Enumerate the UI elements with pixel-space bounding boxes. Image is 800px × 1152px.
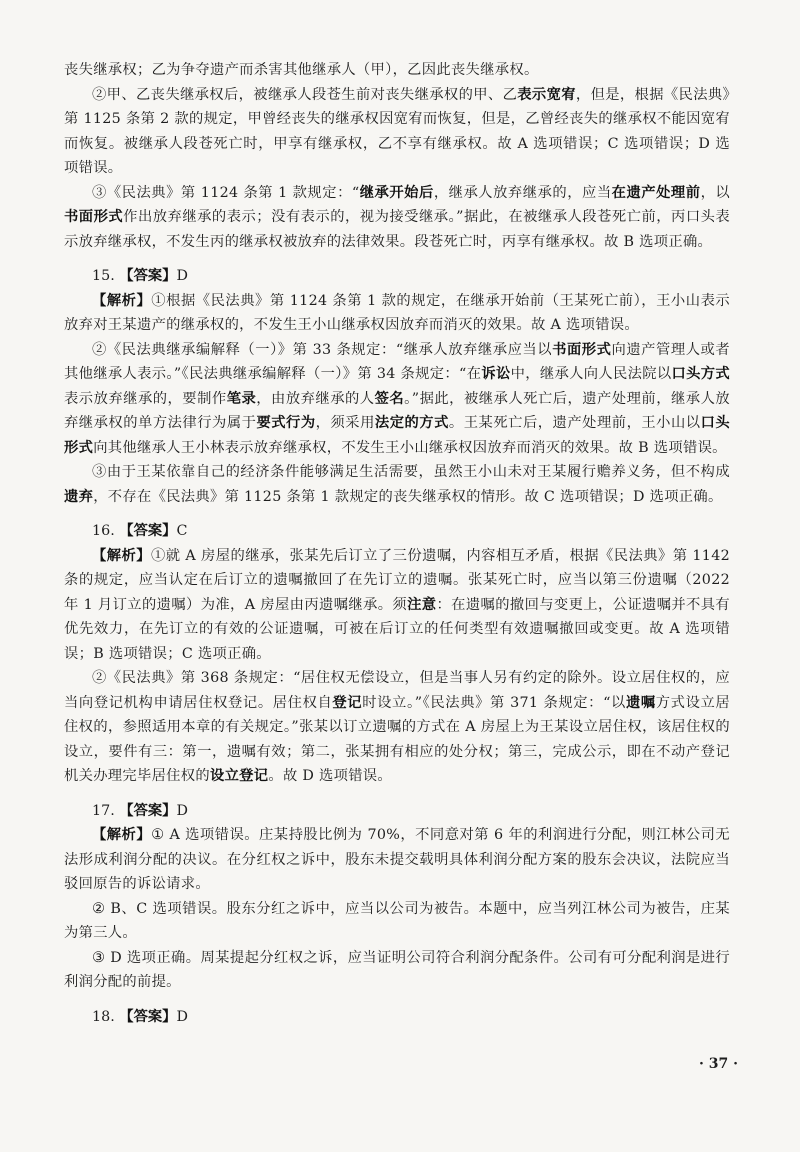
paragraph (64, 823, 730, 897)
text-run: 时设立。”《民法典》第 371 条规定：“以 (362, 694, 626, 711)
bold-text: 【答案】 (119, 523, 177, 539)
paragraph (64, 666, 730, 789)
answer-heading (64, 519, 730, 544)
text-run: 方式设立居住权的，参照适用本章的有关规定。”张某以订立遗嘱的方式在 A 房屋上为王某设立居住权，该居住权的设立，要件有三：第一，遗嘱有效；第二，张某拥有相应的处分权；第三，完成公示，即在不动产登记机关办理完毕居住权的 (64, 694, 731, 784)
bold-text: 要式行为 (256, 415, 316, 431)
text-run: ，以 (700, 184, 730, 201)
text-run: 丧失继承权；乙为争夺遗产而杀害其他继承人（甲），乙因此丧失继承权。 (64, 62, 539, 78)
bold-text: 在遗产处理前 (611, 184, 701, 201)
text-run: ②甲、乙丧失继承权后，被继承人段苍生前对丧失继承权的甲、乙 (92, 86, 518, 103)
answer-heading (64, 1005, 730, 1030)
text-run: ③由于王某依靠自己的经济条件能够满足生活需要，虽然王小山未对王某履行赡养义务，但不构成 (92, 464, 730, 480)
text-run: ，继承人放弃继承的，应当 (433, 184, 612, 201)
bold-text: 遗嘱 (625, 694, 656, 711)
text-run: 向其他继承人王小林表示放弃继承权，不发生王小山继承权因放弃而消灭的效果。故 B 选项错误。 (93, 439, 727, 456)
text-run: C (176, 523, 188, 539)
text-run: D (176, 802, 188, 819)
paragraph (64, 181, 730, 255)
paragraph (64, 338, 730, 461)
bold-text: 【解析】 (92, 547, 151, 564)
text-run: ：在遗嘱的撤回与变更上，公证遗嘱并不具有优先效力，在先订立的有效的公证遗嘱，可被在后订立的任何类型有效遗嘱撤回或变更。故 A 选项错误；B 选项错误；C 选项正确。 (64, 596, 731, 662)
text-run: 18. (92, 1008, 120, 1025)
text-run: ③ D 选项正确。周某提起分红权之诉，应当证明公司符合利润分配条件。公司有可分配利润是进行利润分配的前提。 (64, 949, 730, 990)
bold-text: 表示宽宥 (517, 86, 576, 103)
text-run: 。”据此，被继承人死亡后，遗产处理前，继承人放弃继承权的单方法律行为属于 (64, 390, 730, 431)
text-run: ，不存在《民法典》第 1125 条第 1 款规定的丧失继承权的情形。故 C 选项错误；D 选项正确。 (93, 488, 723, 505)
text-run: D (176, 268, 188, 284)
bold-text: 登记 (332, 694, 363, 711)
bold-text: 口头方式 (671, 366, 730, 382)
bold-text: 口头形式 (64, 415, 730, 456)
bold-text: 【答案】 (119, 802, 177, 819)
bold-text: 【答案】 (119, 268, 177, 284)
paragraph (64, 897, 730, 946)
bold-text: 【解析】 (92, 292, 152, 309)
bold-text: 设立登记 (209, 768, 269, 784)
text-run: ②《民法典》第 368 条规定：“居住权无偿设立，但是当事人另有约定的除外。设立居住权的，应当向登记机构申请居住权登记。居住权自 (64, 670, 730, 711)
text-run: 作出放弃继承的表示；没有表示的，视为接受继承。”据此，在被继承人段苍死亡前，丙口头表示放弃继承权，不发生丙的继承权被放弃的法律效果。段苍死亡时，丙享有继承权。故 B 选项正确。 (64, 209, 730, 250)
paragraph (64, 460, 730, 509)
page-number: · 37 · (699, 1056, 738, 1072)
bold-text: 诉讼 (481, 366, 511, 382)
bold-text: 【解析】 (92, 827, 152, 843)
paragraph (64, 544, 730, 667)
paragraph (64, 83, 730, 181)
answer-heading (64, 264, 730, 289)
text-run: 15. (92, 268, 120, 284)
paragraph (64, 289, 730, 338)
text-run: 17. (92, 802, 120, 819)
text-run: ①根据《民法典》第 1124 条第 1 款的规定，在继承开始前（王某死亡前），王小山表示放弃对王某遗产的继承权的，不发生王小山继承权因放弃而消灭的效果。故 A 选项错误。 (64, 292, 730, 333)
paragraph (64, 58, 730, 83)
bold-text: 遗弃 (64, 488, 94, 505)
bold-text: 书面形式 (64, 209, 124, 225)
text-run: ，须采用 (315, 415, 375, 431)
bold-text: 法定的方式 (374, 415, 449, 431)
text-run: 16. (92, 523, 120, 539)
text-run: ①就 A 房屋的继承，张某先后订立了三份遗嘱，内容相互矛盾，根据《民法典》第 1142 条的规定，应当认定在后订立的遗嘱撤回了在先订立的遗嘱。张某死亡时，应当以第三份遗嘱（2022 年 1 月订立的遗嘱）为准，A 房屋由丙遗嘱继承。须 (64, 547, 730, 613)
text-run: D (176, 1008, 188, 1025)
paragraph (64, 946, 730, 995)
text-run: 。故 D 选项错误。 (268, 768, 392, 784)
text-run: ，但是，根据《民法典》第 1125 条第 2 款的规定，甲曾经丧失的继承权因宽宥而恢复，但是，乙曾经丧失的继承权不能因宽宥而恢复。被继承人段苍死亡时，甲享有继承权，乙不享有继承权。故 A 选项错误；C 选项错误；D 选项错误。 (64, 86, 730, 176)
answer-heading (64, 799, 730, 824)
text-run: 中，继承人向人民法院以 (510, 366, 672, 382)
text-run: ① A 选项错误。庄某持股比例为 70%，不同意对第 6 年的利润进行分配，则江林公司无法形成利润分配的决议。在分红权之诉中，股东未提交载明具体利润分配方案的股东会决议，法院应当驳回原告的诉讼请求。 (64, 827, 730, 892)
text-run: ②《民法典继承编解释（一）》第 33 条规定：“继承人放弃继承应当以 (92, 341, 553, 358)
text-run: 。王某死亡后，遗产处理前，王小山以 (448, 415, 701, 431)
bold-text: 笔录 (226, 390, 257, 407)
bold-text: 签名 (374, 390, 405, 407)
document-body (64, 58, 730, 1029)
text-run: 表示放弃继承的，要制作 (64, 390, 227, 407)
text-run: ② B、C 选项错误。股东分红之诉中，应当以公司为被告。本题中，应当列江林公司为被告，庄某为第三人。 (64, 900, 730, 941)
bold-text: 注意 (407, 596, 437, 613)
bold-text: 书面形式 (552, 341, 612, 358)
bold-text: 继承开始后 (359, 184, 434, 201)
text-run: ③《民法典》第 1124 条第 1 款规定：“ (92, 184, 360, 201)
text-run: ，由放弃继承的人 (256, 390, 375, 407)
text-run: 向遗产管理人或者其他继承人表示。”《民法典继承编解释（一）》第 34 条规定：“在 (64, 341, 730, 382)
bold-text: 【答案】 (119, 1008, 177, 1025)
